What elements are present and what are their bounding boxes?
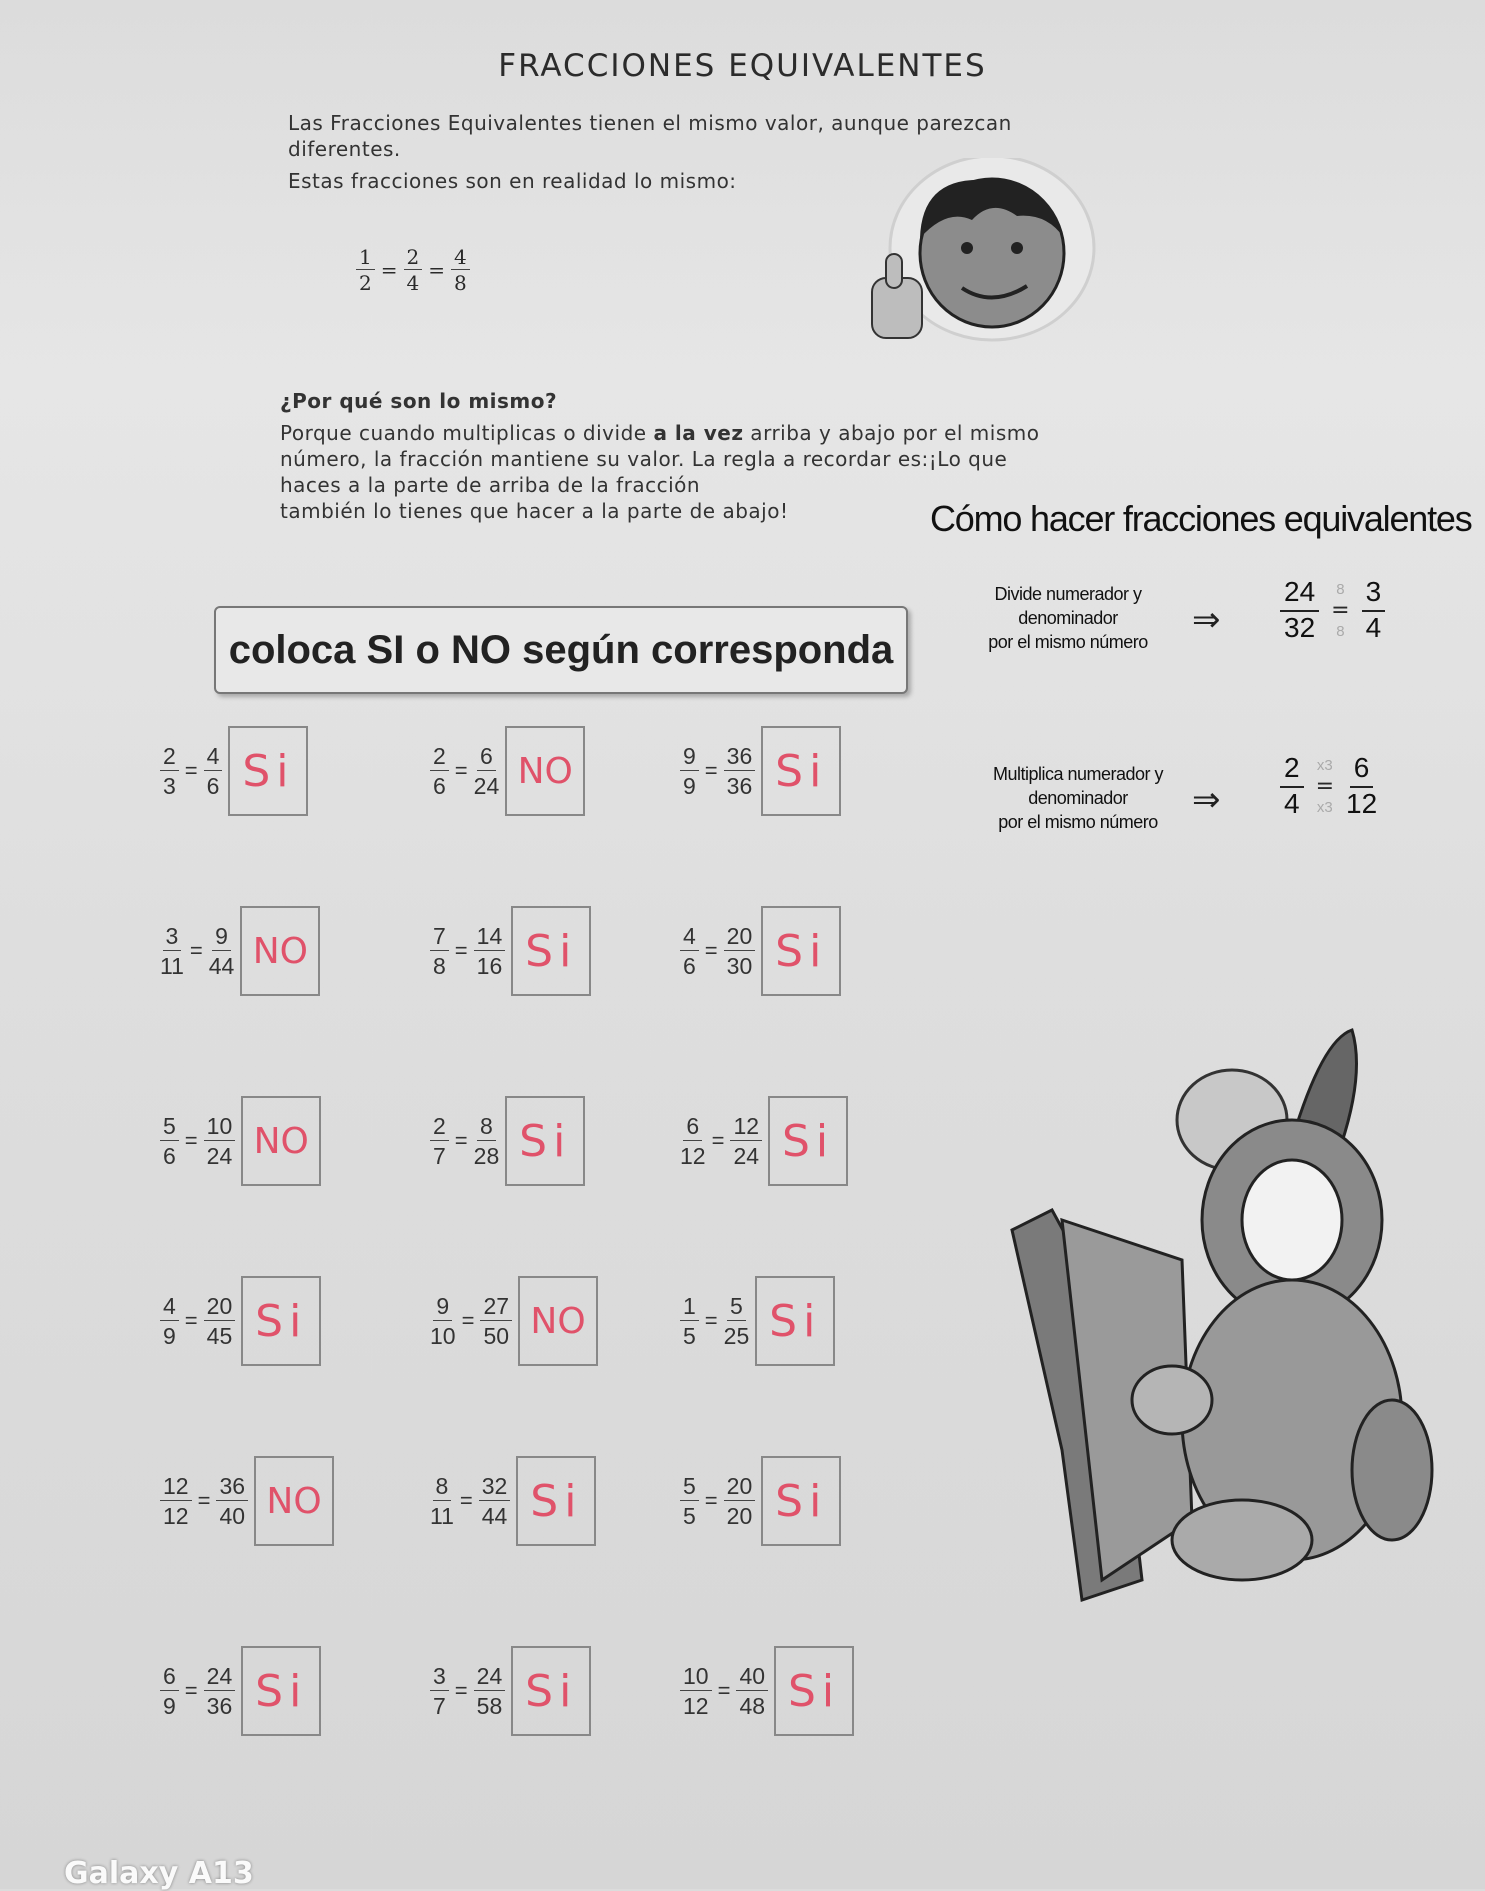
multiply-step-text: Multiplica numerador y denominador por el mismo número — [992, 764, 1164, 832]
exercise-item — [680, 726, 841, 816]
fraction: $\frac{4}{9}$ — [160, 1293, 179, 1349]
how-to-heading: Cómo hacer fracciones equivalentes — [930, 498, 1472, 539]
fraction: $\frac{3}{11}$ — [160, 923, 184, 979]
example-fractions: $\frac{1}{2}$ = $\frac{2}{4}$ = $\frac{4}{8}$ — [356, 246, 470, 294]
equals-sign: = — [717, 1678, 731, 1703]
fraction: $\frac{9}{10}$ — [430, 1293, 456, 1349]
fraction: $\frac{5}{5}$ — [680, 1473, 699, 1529]
fraction: $\frac{3}{7}$ — [430, 1663, 449, 1719]
exercise-item — [160, 1096, 321, 1186]
fraction: $\frac{6}{12}$ — [680, 1113, 706, 1169]
fraction: $\frac{27}{50}$ — [480, 1293, 512, 1349]
camera-watermark: Galaxy A13 — [64, 1856, 254, 1891]
why-text — [280, 388, 1039, 524]
fraction: $\frac{36}{36}$ — [724, 743, 756, 799]
fraction: $\frac{5}{6}$ — [160, 1113, 179, 1169]
fraction: $\frac{10}{24}$ — [204, 1113, 236, 1169]
boy-thumbs-up-illustration — [852, 158, 1102, 378]
divide-example: 24 32 8 = 8 3 4 — [1280, 576, 1385, 644]
answer-box[interactable]: Si — [511, 1646, 591, 1736]
why-line-3: haces a la parte de arriba de la fracción — [280, 473, 701, 497]
equals-sign: = — [711, 1128, 725, 1153]
exercise-item — [160, 1456, 334, 1546]
answer-box[interactable]: Si — [755, 1276, 835, 1366]
fraction: $\frac{5}{25}$ — [723, 1293, 750, 1349]
exercise-item — [430, 1646, 591, 1736]
answer-box[interactable]: Si — [761, 726, 841, 816]
right-arrow-icon: ⇒ — [1192, 780, 1221, 820]
intro-line-1: Las Fracciones Equivalentes tienen el mismo valor, aunque parezcan — [288, 111, 1012, 135]
answer-box[interactable]: Si — [241, 1276, 321, 1366]
fraction: $\frac{2}{7}$ — [430, 1113, 449, 1169]
why-line-1: Porque cuando multiplicas o divide a la vez arriba y abajo por el mismo — [280, 421, 1040, 445]
exercise-item — [160, 1646, 321, 1736]
equals-sign: = — [454, 1678, 468, 1703]
answer-box[interactable]: NO — [241, 1096, 321, 1186]
equals-sign: = — [184, 1128, 198, 1153]
cat-reading-book-illustration — [992, 1020, 1436, 1610]
equals-sign: = — [197, 1488, 211, 1513]
intro-line-2: diferentes. — [288, 137, 401, 161]
fraction: $\frac{20}{45}$ — [204, 1293, 236, 1349]
divide-step-text: Divide numerador y denominador por el mismo número — [988, 584, 1148, 652]
answer-box[interactable]: Si — [774, 1646, 854, 1736]
fraction: $\frac{9}{9}$ — [680, 743, 699, 799]
exercise-item — [680, 1096, 848, 1186]
exercise-item — [430, 726, 585, 816]
intro-line-3: Estas fracciones son en realidad lo mismo: — [288, 169, 737, 193]
fraction: $\frac{12}{24}$ — [730, 1113, 762, 1169]
page-title: FRACCIONES EQUIVALENTES — [498, 48, 987, 84]
multiply-example: 2 4 x3 = x3 6 12 — [1280, 752, 1377, 820]
equals-sign: = — [461, 1308, 475, 1333]
answer-box[interactable]: Si — [511, 906, 591, 996]
fraction: 6 12 — [1346, 752, 1378, 819]
equals-sign: = — [704, 1488, 718, 1513]
equals-sign: = — [184, 1308, 198, 1333]
exercise-item — [680, 906, 841, 996]
exercise-item — [430, 906, 591, 996]
fraction: $\frac{36}{40}$ — [216, 1473, 248, 1529]
fraction: $\frac{8}{28}$ — [473, 1113, 500, 1169]
fraction: $\frac{10}{12}$ — [680, 1663, 712, 1719]
fraction: $\frac{4}{6}$ — [680, 923, 699, 979]
exercise-item — [430, 1456, 596, 1546]
fraction: $\frac{12}{12}$ — [160, 1473, 192, 1529]
answer-box[interactable]: NO — [254, 1456, 334, 1546]
why-question: ¿Por qué son lo mismo? — [280, 389, 558, 413]
exercise-item — [160, 726, 308, 816]
fraction: $\frac{1}{5}$ — [680, 1293, 699, 1349]
why-line-4: también lo tienes que hacer a la parte de abajo! — [280, 499, 789, 523]
equals-sign: = — [704, 938, 718, 963]
fraction: $\frac{1}{2}$ — [356, 246, 375, 294]
equals-sign: = — [454, 758, 468, 783]
equals-sign: = — [459, 1488, 473, 1513]
equals-sign: = — [184, 1678, 198, 1703]
fraction: $\frac{7}{8}$ — [430, 923, 449, 979]
fraction: $\frac{6}{9}$ — [160, 1663, 179, 1719]
fraction: $\frac{40}{48}$ — [736, 1663, 768, 1719]
exercise-item — [430, 1276, 598, 1366]
fraction: $\frac{2}{4}$ — [404, 246, 423, 294]
fraction: $\frac{20}{30}$ — [724, 923, 756, 979]
answer-box[interactable]: Si — [241, 1646, 321, 1736]
fraction: $\frac{24}{58}$ — [474, 1663, 506, 1719]
fraction: $\frac{32}{44}$ — [479, 1473, 511, 1529]
fraction: 2 4 — [1280, 752, 1304, 820]
why-line-2: número, la fracción mantiene su valor. La regla a recordar es:¡Lo que — [280, 447, 1008, 471]
exercise-item — [680, 1456, 841, 1546]
fraction: $\frac{4}{6}$ — [204, 743, 223, 799]
answer-box[interactable]: Si — [505, 1096, 585, 1186]
equals-sign: = — [704, 1308, 718, 1333]
exercise-item — [160, 1276, 321, 1366]
fraction: $\frac{6}{24}$ — [473, 743, 500, 799]
exercise-item — [430, 1096, 585, 1186]
right-arrow-icon: ⇒ — [1192, 600, 1221, 640]
answer-box[interactable]: NO — [240, 906, 320, 996]
fraction: $\frac{2}{6}$ — [430, 743, 449, 799]
exercise-item — [680, 1646, 854, 1736]
fraction: $\frac{14}{16}$ — [474, 923, 506, 979]
exercise-item — [160, 906, 320, 996]
fraction: $\frac{20}{20}$ — [724, 1473, 756, 1529]
equals-sign: = — [184, 758, 198, 783]
fraction: $\frac{4}{8}$ — [451, 246, 470, 294]
fraction: $\frac{8}{11}$ — [430, 1473, 454, 1529]
answer-box[interactable]: Si — [516, 1456, 596, 1546]
fraction: $\frac{2}{3}$ — [160, 743, 179, 799]
equals-sign: = — [454, 938, 468, 963]
answer-box[interactable]: NO — [505, 726, 585, 816]
fraction: 24 32 — [1280, 576, 1319, 644]
fraction: 3 4 — [1362, 576, 1386, 644]
equals-sign: = — [454, 1128, 468, 1153]
answer-box[interactable]: Si — [768, 1096, 848, 1186]
answer-box[interactable]: NO — [518, 1276, 598, 1366]
exercise-item — [680, 1276, 835, 1366]
equals-sign: = — [189, 938, 203, 963]
equals-sign: = — [704, 758, 718, 783]
answer-box[interactable]: Si — [228, 726, 308, 816]
fraction: $\frac{24}{36}$ — [204, 1663, 236, 1719]
answer-box[interactable]: Si — [761, 1456, 841, 1546]
instruction-banner: coloca SI o NO según corresponda — [214, 606, 908, 694]
fraction: $\frac{9}{44}$ — [208, 923, 235, 979]
answer-box[interactable]: Si — [761, 906, 841, 996]
